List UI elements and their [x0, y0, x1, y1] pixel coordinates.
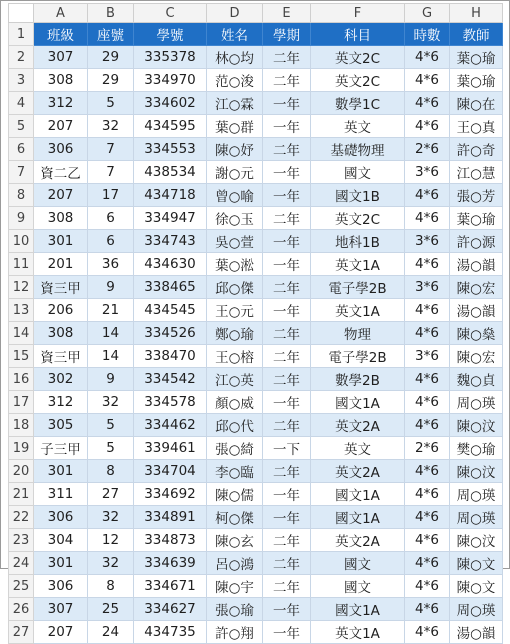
cell-h[interactable]: 江○慧 [450, 161, 503, 184]
cell-e[interactable]: 一年 [263, 506, 311, 529]
cell-f[interactable]: 英文1A [311, 299, 405, 322]
cell-h[interactable]: 許○奇 [450, 138, 503, 161]
cell-b[interactable]: 5 [88, 437, 134, 460]
cell-a[interactable]: 307 [34, 46, 88, 69]
cell-h[interactable]: 周○瑛 [450, 506, 503, 529]
cell-b[interactable]: 14 [88, 322, 134, 345]
cell-a[interactable]: 資三甲 [34, 276, 88, 299]
cell-c[interactable]: 334462 [134, 414, 207, 437]
cell-e[interactable]: 二年 [263, 460, 311, 483]
table-row [9, 460, 503, 483]
cell-a[interactable]: 資三甲 [34, 345, 88, 368]
cell-d[interactable]: 陳○玄 [207, 529, 263, 552]
cell-c[interactable]: 434735 [134, 621, 207, 644]
cell-h[interactable]: 陳○宏 [450, 276, 503, 299]
table-row [9, 46, 503, 69]
cell-d[interactable]: 邱○傑 [207, 276, 263, 299]
cell-g[interactable]: 4*6 [405, 529, 450, 552]
cell-a[interactable]: 資二乙 [34, 161, 88, 184]
cell-b[interactable]: 32 [88, 115, 134, 138]
cell-a[interactable]: 307 [34, 598, 88, 621]
cell-f[interactable]: 基礎物理 [311, 138, 405, 161]
column-header-c[interactable]: C [134, 4, 207, 23]
cell-h[interactable]: 陳○文 [450, 575, 503, 598]
cell-e[interactable]: 二年 [263, 322, 311, 345]
cell-f[interactable]: 國文 [311, 161, 405, 184]
cell-e[interactable]: 二年 [263, 552, 311, 575]
cell-a[interactable]: 301 [34, 230, 88, 253]
row-number[interactable]: 27 [9, 621, 34, 644]
cell-f[interactable]: 國文1B [311, 184, 405, 207]
cell-e[interactable]: 一年 [263, 161, 311, 184]
cell-e[interactable]: 一年 [263, 92, 311, 115]
cell-e[interactable]: 二年 [263, 529, 311, 552]
cell-b[interactable]: 12 [88, 529, 134, 552]
table-row [9, 483, 503, 506]
column-header-g[interactable]: G [405, 4, 450, 23]
row-number[interactable]: 10 [9, 230, 34, 253]
header-cell[interactable]: 班級 [34, 23, 88, 46]
header-cell[interactable]: 科目 [311, 23, 405, 46]
cell-c[interactable]: 434595 [134, 115, 207, 138]
cell-c[interactable]: 334671 [134, 575, 207, 598]
cell-c[interactable]: 434718 [134, 184, 207, 207]
row-number[interactable]: 14 [9, 322, 34, 345]
cell-c[interactable]: 434545 [134, 299, 207, 322]
cell-a[interactable]: 304 [34, 529, 88, 552]
table-row [9, 414, 503, 437]
cell-e[interactable]: 二年 [263, 46, 311, 69]
row-number[interactable]: 25 [9, 575, 34, 598]
cell-f[interactable]: 英文2C [311, 46, 405, 69]
row-number[interactable]: 6 [9, 138, 34, 161]
cell-b[interactable]: 6 [88, 207, 134, 230]
cell-h[interactable]: 葉○瑜 [450, 207, 503, 230]
cell-d[interactable]: 鄭○瑜 [207, 322, 263, 345]
cell-c[interactable]: 335378 [134, 46, 207, 69]
cell-f[interactable]: 國文 [311, 552, 405, 575]
cell-g[interactable]: 4*6 [405, 92, 450, 115]
cell-a[interactable]: 206 [34, 299, 88, 322]
cell-g[interactable]: 4*6 [405, 483, 450, 506]
table-row [9, 621, 503, 644]
cell-e[interactable]: 一年 [263, 391, 311, 414]
column-header-b[interactable]: B [88, 4, 134, 23]
cell-g[interactable]: 3*6 [405, 345, 450, 368]
cell-f[interactable]: 電子學2B [311, 276, 405, 299]
cell-a[interactable]: 207 [34, 621, 88, 644]
cell-h[interactable]: 張○芳 [450, 184, 503, 207]
cell-b[interactable]: 24 [88, 621, 134, 644]
table-row [9, 138, 503, 161]
row-number[interactable]: 2 [9, 46, 34, 69]
cell-e[interactable]: 一年 [263, 115, 311, 138]
cell-a[interactable]: 201 [34, 253, 88, 276]
cell-b[interactable]: 8 [88, 575, 134, 598]
table-row [9, 276, 503, 299]
table-header-row [9, 23, 503, 46]
table-row [9, 437, 503, 460]
cell-f[interactable]: 數學1C [311, 92, 405, 115]
cell-d[interactable]: 王○元 [207, 299, 263, 322]
cell-e[interactable]: 一年 [263, 483, 311, 506]
cell-c[interactable]: 438534 [134, 161, 207, 184]
cell-b[interactable]: 8 [88, 460, 134, 483]
cell-b[interactable]: 17 [88, 184, 134, 207]
row-number[interactable]: 4 [9, 92, 34, 115]
column-header-row [9, 4, 503, 23]
cell-f[interactable]: 國文1A [311, 506, 405, 529]
cell-d[interactable]: 柯○傑 [207, 506, 263, 529]
cell-g[interactable]: 4*6 [405, 552, 450, 575]
cell-h[interactable]: 陳○汶 [450, 529, 503, 552]
table-row [9, 161, 503, 184]
cell-b[interactable]: 32 [88, 506, 134, 529]
table-row [9, 391, 503, 414]
cell-g[interactable]: 4*6 [405, 207, 450, 230]
cell-d[interactable]: 陳○宇 [207, 575, 263, 598]
cell-c[interactable]: 338470 [134, 345, 207, 368]
cell-g[interactable]: 4*6 [405, 322, 450, 345]
row-number[interactable]: 24 [9, 552, 34, 575]
table-row [9, 575, 503, 598]
table-row [9, 345, 503, 368]
table-row [9, 299, 503, 322]
cell-f[interactable]: 英文1A [311, 621, 405, 644]
cell-f[interactable]: 英文2C [311, 207, 405, 230]
cell-g[interactable]: 4*6 [405, 253, 450, 276]
cell-h[interactable]: 陳○在 [450, 92, 503, 115]
cell-g[interactable]: 3*6 [405, 161, 450, 184]
cell-d[interactable]: 呂○鴻 [207, 552, 263, 575]
cell-b[interactable]: 32 [88, 552, 134, 575]
cell-f[interactable]: 國文 [311, 575, 405, 598]
cell-b[interactable]: 7 [88, 138, 134, 161]
cell-c[interactable]: 334947 [134, 207, 207, 230]
table-row [9, 207, 503, 230]
header-cell[interactable]: 學期 [263, 23, 311, 46]
row-number[interactable]: 26 [9, 598, 34, 621]
cell-b[interactable]: 32 [88, 391, 134, 414]
cell-g[interactable]: 4*6 [405, 46, 450, 69]
cell-h[interactable]: 葉○瑜 [450, 69, 503, 92]
cell-f[interactable]: 英文1A [311, 253, 405, 276]
cell-d[interactable]: 陳○儒 [207, 483, 263, 506]
cell-d[interactable]: 江○霖 [207, 92, 263, 115]
cell-a[interactable]: 312 [34, 391, 88, 414]
table-row [9, 552, 503, 575]
cell-f[interactable]: 國文1A [311, 598, 405, 621]
row-number[interactable]: 21 [9, 483, 34, 506]
cell-a[interactable]: 301 [34, 460, 88, 483]
cell-g[interactable]: 4*6 [405, 621, 450, 644]
cell-d[interactable]: 張○瑜 [207, 598, 263, 621]
cell-a[interactable]: 312 [34, 92, 88, 115]
cell-f[interactable]: 電子學2B [311, 345, 405, 368]
cell-e[interactable]: 二年 [263, 276, 311, 299]
cell-d[interactable]: 許○翔 [207, 621, 263, 644]
cell-b[interactable]: 14 [88, 345, 134, 368]
cell-c[interactable]: 334692 [134, 483, 207, 506]
cell-e[interactable]: 一年 [263, 253, 311, 276]
table-row [9, 69, 503, 92]
row-number[interactable]: 5 [9, 115, 34, 138]
cell-f[interactable]: 英文2A [311, 414, 405, 437]
table-row [9, 598, 503, 621]
cell-h[interactable]: 陳○文 [450, 552, 503, 575]
cell-h[interactable]: 周○瑛 [450, 391, 503, 414]
cell-e[interactable]: 一下 [263, 437, 311, 460]
table-row [9, 322, 503, 345]
cell-c[interactable]: 334526 [134, 322, 207, 345]
row-number[interactable]: 1 [9, 23, 34, 46]
cell-h[interactable]: 陳○汶 [450, 460, 503, 483]
cell-g[interactable]: 4*6 [405, 598, 450, 621]
cell-c[interactable]: 334891 [134, 506, 207, 529]
cell-h[interactable]: 周○瑛 [450, 598, 503, 621]
cell-c[interactable]: 334602 [134, 92, 207, 115]
cell-h[interactable]: 樊○瑜 [450, 437, 503, 460]
cell-a[interactable]: 207 [34, 115, 88, 138]
cell-e[interactable]: 一年 [263, 598, 311, 621]
cell-a[interactable]: 207 [34, 184, 88, 207]
header-cell[interactable]: 教師 [450, 23, 503, 46]
cell-g[interactable]: 4*6 [405, 115, 450, 138]
cell-h[interactable]: 陳○汶 [450, 414, 503, 437]
cell-d[interactable]: 謝○元 [207, 161, 263, 184]
header-cell[interactable]: 學號 [134, 23, 207, 46]
table-row [9, 184, 503, 207]
cell-c[interactable]: 334578 [134, 391, 207, 414]
row-number[interactable]: 17 [9, 391, 34, 414]
cell-e[interactable]: 二年 [263, 345, 311, 368]
column-header-e[interactable]: E [263, 4, 311, 23]
cell-c[interactable]: 334627 [134, 598, 207, 621]
cell-g[interactable]: 4*6 [405, 506, 450, 529]
column-header-a[interactable]: A [34, 4, 88, 23]
cell-g[interactable]: 3*6 [405, 230, 450, 253]
cell-g[interactable]: 4*6 [405, 414, 450, 437]
cell-h[interactable]: 周○瑛 [450, 483, 503, 506]
cell-h[interactable]: 湯○韻 [450, 253, 503, 276]
cell-a[interactable]: 311 [34, 483, 88, 506]
row-number[interactable]: 22 [9, 506, 34, 529]
cell-a[interactable]: 子三甲 [34, 437, 88, 460]
cell-d[interactable]: 李○臨 [207, 460, 263, 483]
cell-a[interactable]: 301 [34, 552, 88, 575]
cell-h[interactable]: 許○源 [450, 230, 503, 253]
row-number[interactable]: 3 [9, 69, 34, 92]
header-cell[interactable]: 時數 [405, 23, 450, 46]
column-header-d[interactable]: D [207, 4, 263, 23]
cell-h[interactable]: 葉○瑜 [450, 46, 503, 69]
row-number[interactable]: 18 [9, 414, 34, 437]
cell-d[interactable]: 徐○玉 [207, 207, 263, 230]
table-row [9, 230, 503, 253]
cell-d[interactable]: 邱○代 [207, 414, 263, 437]
cell-g[interactable]: 4*6 [405, 460, 450, 483]
cell-d[interactable]: 曾○喻 [207, 184, 263, 207]
row-number[interactable]: 7 [9, 161, 34, 184]
cell-e[interactable]: 一年 [263, 621, 311, 644]
column-header-f[interactable]: F [311, 4, 405, 23]
cell-b[interactable]: 21 [88, 299, 134, 322]
table-row [9, 529, 503, 552]
cell-b[interactable]: 6 [88, 230, 134, 253]
cell-e[interactable]: 二年 [263, 414, 311, 437]
cell-e[interactable]: 二年 [263, 69, 311, 92]
cell-b[interactable]: 25 [88, 598, 134, 621]
cell-c[interactable]: 434630 [134, 253, 207, 276]
row-number[interactable]: 19 [9, 437, 34, 460]
cell-d[interactable]: 葉○淞 [207, 253, 263, 276]
cell-c[interactable]: 338465 [134, 276, 207, 299]
cell-h[interactable]: 陳○燊 [450, 322, 503, 345]
cell-g[interactable]: 4*6 [405, 575, 450, 598]
cell-h[interactable]: 陳○宏 [450, 345, 503, 368]
cell-a[interactable]: 306 [34, 138, 88, 161]
cell-h[interactable]: 王○真 [450, 115, 503, 138]
cell-f[interactable]: 英文2A [311, 529, 405, 552]
cell-e[interactable]: 一年 [263, 230, 311, 253]
cell-f[interactable]: 英文2A [311, 460, 405, 483]
cell-e[interactable]: 一年 [263, 184, 311, 207]
cell-a[interactable]: 306 [34, 506, 88, 529]
table-row [9, 92, 503, 115]
cell-e[interactable]: 二年 [263, 575, 311, 598]
cell-d[interactable]: 顏○威 [207, 391, 263, 414]
cell-c[interactable]: 339461 [134, 437, 207, 460]
row-number[interactable]: 8 [9, 184, 34, 207]
cell-g[interactable]: 4*6 [405, 184, 450, 207]
cell-d[interactable]: 林○均 [207, 46, 263, 69]
cell-a[interactable]: 308 [34, 322, 88, 345]
cell-e[interactable]: 二年 [263, 138, 311, 161]
cell-d[interactable]: 葉○群 [207, 115, 263, 138]
select-all-corner[interactable] [9, 4, 34, 23]
cell-c[interactable]: 334553 [134, 138, 207, 161]
cell-g[interactable]: 4*6 [405, 69, 450, 92]
cell-a[interactable]: 305 [34, 414, 88, 437]
column-header-h[interactable]: H [450, 4, 503, 23]
cell-f[interactable]: 國文1A [311, 483, 405, 506]
cell-b[interactable]: 36 [88, 253, 134, 276]
cell-f[interactable]: 英文 [311, 115, 405, 138]
row-number[interactable]: 20 [9, 460, 34, 483]
cell-a[interactable]: 308 [34, 207, 88, 230]
cell-d[interactable]: 陳○妤 [207, 138, 263, 161]
cell-g[interactable]: 4*6 [405, 391, 450, 414]
cell-f[interactable]: 數學2B [311, 368, 405, 391]
cell-h[interactable]: 湯○韻 [450, 621, 503, 644]
cell-f[interactable]: 物理 [311, 322, 405, 345]
cell-h[interactable]: 魏○貞 [450, 368, 503, 391]
cell-h[interactable]: 湯○韻 [450, 299, 503, 322]
cell-b[interactable]: 9 [88, 276, 134, 299]
cell-f[interactable]: 地科1B [311, 230, 405, 253]
cell-g[interactable]: 3*6 [405, 276, 450, 299]
cell-a[interactable]: 306 [34, 575, 88, 598]
cell-f[interactable]: 英文 [311, 437, 405, 460]
cell-d[interactable]: 江○英 [207, 368, 263, 391]
row-number[interactable]: 12 [9, 276, 34, 299]
cell-b[interactable]: 29 [88, 46, 134, 69]
cell-d[interactable]: 張○綺 [207, 437, 263, 460]
cell-c[interactable]: 334970 [134, 69, 207, 92]
spreadsheet-grid [8, 3, 503, 644]
cell-c[interactable]: 334542 [134, 368, 207, 391]
cell-a[interactable]: 302 [34, 368, 88, 391]
cell-c[interactable]: 334743 [134, 230, 207, 253]
table-row [9, 253, 503, 276]
row-number[interactable]: 11 [9, 253, 34, 276]
cell-e[interactable]: 二年 [263, 368, 311, 391]
cell-e[interactable]: 一年 [263, 299, 311, 322]
cell-f[interactable]: 國文1A [311, 391, 405, 414]
cell-b[interactable]: 5 [88, 92, 134, 115]
cell-b[interactable]: 5 [88, 414, 134, 437]
cell-g[interactable]: 4*6 [405, 368, 450, 391]
cell-a[interactable]: 308 [34, 69, 88, 92]
cell-b[interactable]: 27 [88, 483, 134, 506]
table-row [9, 115, 503, 138]
cell-g[interactable]: 2*6 [405, 437, 450, 460]
cell-c[interactable]: 334704 [134, 460, 207, 483]
cell-c[interactable]: 334873 [134, 529, 207, 552]
row-number[interactable]: 15 [9, 345, 34, 368]
cell-g[interactable]: 2*6 [405, 138, 450, 161]
cell-d[interactable]: 吳○萱 [207, 230, 263, 253]
cell-b[interactable]: 9 [88, 368, 134, 391]
cell-d[interactable]: 王○榕 [207, 345, 263, 368]
row-number[interactable]: 9 [9, 207, 34, 230]
cell-g[interactable]: 4*6 [405, 299, 450, 322]
cell-f[interactable]: 英文2C [311, 69, 405, 92]
row-number[interactable]: 13 [9, 299, 34, 322]
cell-e[interactable]: 二年 [263, 207, 311, 230]
header-cell[interactable]: 姓名 [207, 23, 263, 46]
row-number[interactable]: 23 [9, 529, 34, 552]
header-cell[interactable]: 座號 [88, 23, 134, 46]
table-row [9, 506, 503, 529]
row-number[interactable]: 16 [9, 368, 34, 391]
cell-d[interactable]: 范○浚 [207, 69, 263, 92]
cell-b[interactable]: 7 [88, 161, 134, 184]
table-row [9, 368, 503, 391]
cell-c[interactable]: 334639 [134, 552, 207, 575]
cell-b[interactable]: 29 [88, 69, 134, 92]
